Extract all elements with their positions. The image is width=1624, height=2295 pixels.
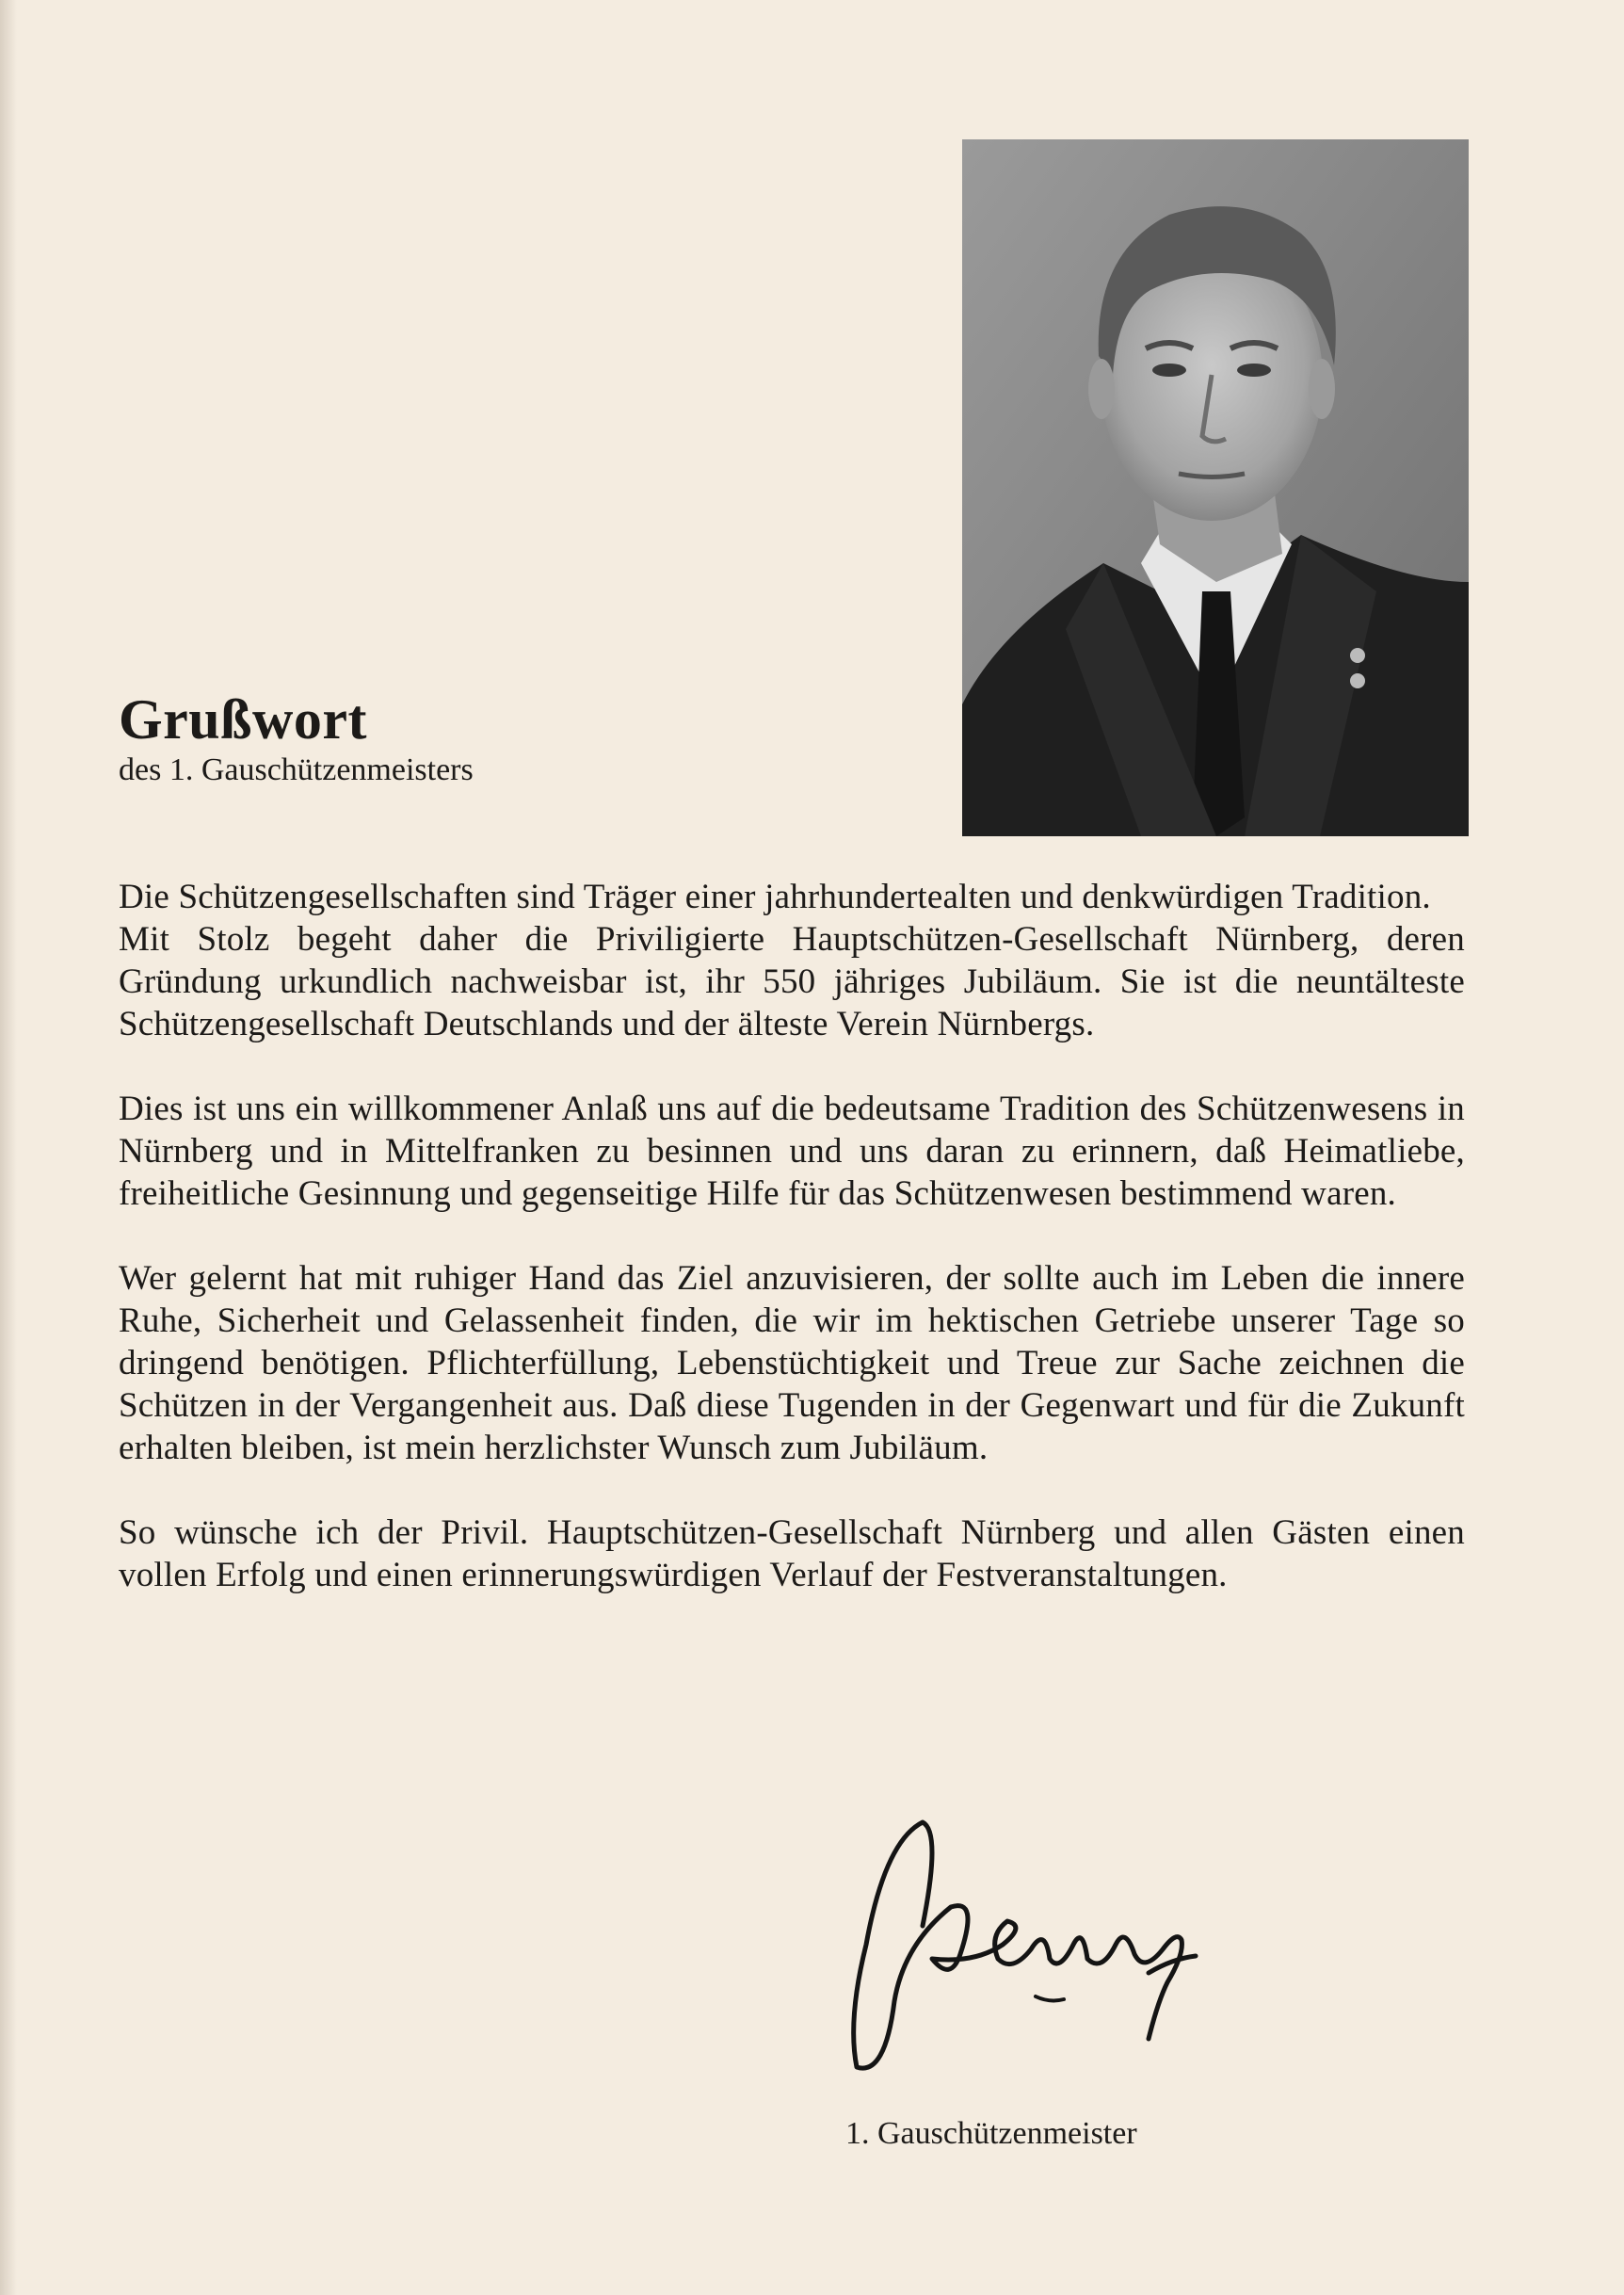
paragraph-1: Die Schützengesellschaften sind Träger einer jahrhundertealten und denkwürdigen Tradition. (119, 878, 1431, 916)
paragraph-4: Wer gelernt hat mit ruhiger Hand das Ziel anzuvisieren, der sollte auch im Leben die innere Ruhe, Sicherheit und Gelassenheit finden, die wir im hektischen Getriebe unserer Tage so dringend benötigen. Pflichterfüllung, Lebenstüchtigkeit und Treue zur Sache zeichnen die Schützen in der Vergangenheit aus. Daß diese Tugenden in der Gegenwart und für die Zukunft erhalten bleiben, ist mein herzlichster Wunsch zum Jubiläum. (119, 1259, 1465, 1467)
paragraph-2: Mit Stolz begeht daher die Priviligierte Hauptschützen-Gesellschaft Nürnberg, deren Gründung urkundlich nachweisbar ist, ihr 550 jähriges Jubiläum. Sie ist die neuntälteste Schützengesellschaft Deutschlands und der älteste Verein Nürnbergs. (119, 920, 1465, 1043)
page-subtitle: des 1. Gauschützenmeisters (119, 752, 474, 787)
letter-body (119, 876, 1465, 1596)
paragraph-3: Dies ist uns ein willkommener Anlaß uns auf die bedeutsame Tradition des Schützenwesens in Nürnberg und in Mittelfranken zu besinnen und uns daran zu erinnern, daß Heimatliebe, freiheitliche Gesinnung und gegenseitige Hilfe für das Schützenwesen bestimmend waren. (119, 1090, 1465, 1213)
handwritten-signature-icon (810, 1794, 1262, 2095)
page-edge (0, 0, 17, 2295)
portrait-photo-icon (962, 139, 1469, 836)
paragraph-5: So wünsche ich der Privil. Hauptschützen-Gesellschaft Nürnberg und allen Gästen einen vollen Erfolg und einen erinnerungswürdigen Verlauf der Festveranstaltungen. (119, 1513, 1465, 1594)
page-title: Grußwort (119, 688, 367, 751)
signature (810, 1794, 1262, 2095)
portrait-photo (962, 139, 1469, 836)
signature-title: 1. Gauschützenmeister (845, 2116, 1137, 2151)
